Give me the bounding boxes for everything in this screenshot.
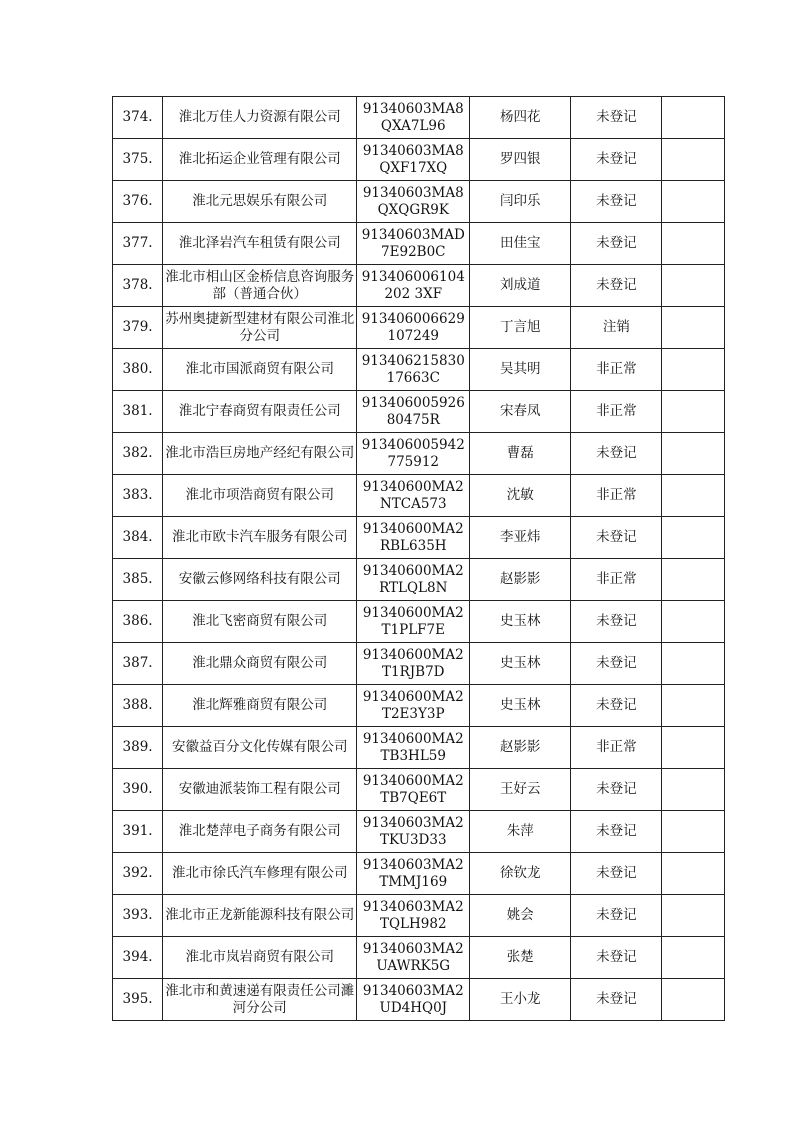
credit-code: 91340600MA2NTCA573 xyxy=(362,478,464,512)
registration-status-cell xyxy=(571,475,662,517)
table-row xyxy=(113,853,725,895)
registration-status: 未登记 xyxy=(596,235,637,251)
company-name-cell xyxy=(163,559,357,601)
legal-representative: 沈敏 xyxy=(506,487,534,503)
remarks-cell xyxy=(662,559,725,601)
company-name: 淮北市欧卡汽车服务有限公司 xyxy=(172,529,348,545)
credit-code-cell xyxy=(357,433,470,475)
table-row xyxy=(113,139,725,181)
legal-representative-cell xyxy=(470,769,571,811)
credit-code: 91340600MA2T1RJB7D xyxy=(362,646,464,680)
company-name: 淮北辉雅商贸有限公司 xyxy=(192,697,328,713)
legal-representative-cell xyxy=(470,853,571,895)
legal-representative-cell xyxy=(470,979,571,1021)
company-name: 淮北万佳人力资源有限公司 xyxy=(178,109,341,125)
credit-code: 91340603MA2UD4HQ0J xyxy=(362,982,464,1016)
credit-code: 91340600MA2RBL635H xyxy=(362,520,464,554)
row-number-cell xyxy=(113,475,163,517)
legal-representative-cell xyxy=(470,727,571,769)
row-number: 379. xyxy=(122,319,153,335)
row-number-cell xyxy=(113,643,163,685)
remarks-cell xyxy=(662,265,725,307)
registration-status: 未登记 xyxy=(596,109,637,125)
legal-representative-cell xyxy=(470,685,571,727)
company-name-cell xyxy=(163,433,357,475)
row-number: 390. xyxy=(122,781,153,797)
remarks-cell xyxy=(662,685,725,727)
remarks-cell xyxy=(662,811,725,853)
legal-representative: 宋春凤 xyxy=(500,403,541,419)
registration-status-cell xyxy=(571,391,662,433)
credit-code-cell xyxy=(357,475,470,517)
legal-representative-cell xyxy=(470,307,571,349)
registration-status-cell xyxy=(571,895,662,937)
legal-representative-cell xyxy=(470,223,571,265)
registration-status-cell xyxy=(571,517,662,559)
legal-representative: 朱萍 xyxy=(506,823,534,839)
row-number-cell xyxy=(113,559,163,601)
legal-representative: 史玉林 xyxy=(500,655,541,671)
company-name-cell xyxy=(163,769,357,811)
credit-code: 91340603MA2TMMJ169 xyxy=(362,856,464,890)
credit-code-cell xyxy=(357,265,470,307)
row-number-cell xyxy=(113,391,163,433)
row-number-cell xyxy=(113,895,163,937)
row-number-cell xyxy=(113,853,163,895)
table-row xyxy=(113,937,725,979)
company-name: 淮北市和黄速递有限责任公司濉河分公司 xyxy=(165,982,355,1016)
legal-representative: 曹磊 xyxy=(506,445,534,461)
registration-status: 非正常 xyxy=(596,739,637,755)
company-name: 淮北市正龙新能源科技有限公司 xyxy=(165,907,355,923)
remarks-cell xyxy=(662,349,725,391)
remarks-cell xyxy=(662,223,725,265)
table-row xyxy=(113,349,725,391)
company-name-cell xyxy=(163,601,357,643)
registration-status: 未登记 xyxy=(596,697,637,713)
registration-status-cell xyxy=(571,769,662,811)
credit-code: 91340603MAD7E92B0C xyxy=(361,226,465,260)
legal-representative-cell xyxy=(470,811,571,853)
registration-status: 未登记 xyxy=(596,613,637,629)
credit-code: 91340600MA2TB3HL59 xyxy=(362,730,464,764)
company-name-cell xyxy=(163,937,357,979)
table-row xyxy=(113,181,725,223)
row-number-cell xyxy=(113,601,163,643)
row-number: 395. xyxy=(122,991,153,1007)
company-name-cell xyxy=(163,853,357,895)
company-name-cell xyxy=(163,349,357,391)
registration-status: 未登记 xyxy=(596,991,637,1007)
credit-code: 913406006104202 3XF xyxy=(361,268,465,302)
company-name-cell xyxy=(163,643,357,685)
credit-code-cell xyxy=(357,769,470,811)
table-row xyxy=(113,727,725,769)
credit-code-cell xyxy=(357,979,470,1021)
row-number: 378. xyxy=(122,277,153,293)
company-name-cell xyxy=(163,181,357,223)
legal-representative: 田佳宝 xyxy=(500,235,541,251)
row-number-cell xyxy=(113,307,163,349)
registration-status: 未登记 xyxy=(596,151,637,167)
legal-representative: 赵影影 xyxy=(500,739,541,755)
row-number-cell xyxy=(113,181,163,223)
company-name-cell xyxy=(163,223,357,265)
legal-representative-cell xyxy=(470,517,571,559)
row-number: 384. xyxy=(122,529,153,545)
row-number-cell xyxy=(113,811,163,853)
legal-representative: 杨四花 xyxy=(500,109,541,125)
registration-status: 非正常 xyxy=(596,403,637,419)
registration-status-cell xyxy=(571,349,662,391)
company-name: 淮北市项浩商贸有限公司 xyxy=(185,487,334,503)
table-row xyxy=(113,559,725,601)
table-row xyxy=(113,601,725,643)
company-name-cell xyxy=(163,685,357,727)
row-number: 393. xyxy=(122,907,153,923)
company-name: 淮北飞密商贸有限公司 xyxy=(192,613,328,629)
table-row xyxy=(113,517,725,559)
table-row xyxy=(113,223,725,265)
credit-code-cell xyxy=(357,601,470,643)
table-row xyxy=(113,643,725,685)
legal-representative-cell xyxy=(470,601,571,643)
registration-status: 未登记 xyxy=(596,949,637,965)
registration-status: 非正常 xyxy=(596,571,637,587)
company-name-cell xyxy=(163,139,357,181)
registration-status-cell xyxy=(571,181,662,223)
enterprise-registry-table xyxy=(112,96,725,1021)
credit-code-cell xyxy=(357,349,470,391)
legal-representative: 王好云 xyxy=(500,781,541,797)
registration-status: 未登记 xyxy=(596,823,637,839)
legal-representative-cell xyxy=(470,391,571,433)
credit-code: 91340621583017663C xyxy=(361,352,465,386)
remarks-cell xyxy=(662,601,725,643)
company-name-cell xyxy=(163,727,357,769)
registration-status-cell xyxy=(571,139,662,181)
registration-status: 未登记 xyxy=(596,277,637,293)
remarks-cell xyxy=(662,895,725,937)
remarks-cell xyxy=(662,643,725,685)
company-name: 苏州奥捷新型建材有限公司淮北分公司 xyxy=(165,310,355,344)
credit-code-cell xyxy=(357,643,470,685)
credit-code: 91340603MA8QXA7L96 xyxy=(362,100,464,134)
registration-status-cell xyxy=(571,811,662,853)
legal-representative-cell xyxy=(470,475,571,517)
registration-status-cell xyxy=(571,223,662,265)
legal-representative: 闫印乐 xyxy=(500,193,541,209)
table-row xyxy=(113,433,725,475)
row-number: 385. xyxy=(122,571,153,587)
row-number: 394. xyxy=(122,949,153,965)
registration-status: 未登记 xyxy=(596,193,637,209)
company-name: 淮北宁春商贸有限责任公司 xyxy=(178,403,341,419)
credit-code: 91340603MA2TQLH982 xyxy=(362,898,464,932)
remarks-cell xyxy=(662,433,725,475)
row-number: 381. xyxy=(122,403,153,419)
registration-status: 未登记 xyxy=(596,529,637,545)
legal-representative-cell xyxy=(470,937,571,979)
legal-representative-cell xyxy=(470,433,571,475)
company-name: 淮北市浩巨房地产经纪有限公司 xyxy=(165,445,355,461)
legal-representative-cell xyxy=(470,139,571,181)
row-number-cell xyxy=(113,433,163,475)
registration-status-cell xyxy=(571,937,662,979)
credit-code-cell xyxy=(357,685,470,727)
legal-representative-cell xyxy=(470,559,571,601)
credit-code-cell xyxy=(357,139,470,181)
table-row xyxy=(113,769,725,811)
registration-status-cell xyxy=(571,643,662,685)
company-name: 淮北拓运企业管理有限公司 xyxy=(178,151,341,167)
credit-code-cell xyxy=(357,391,470,433)
row-number: 382. xyxy=(122,445,153,461)
credit-code-cell xyxy=(357,97,470,139)
row-number-cell xyxy=(113,685,163,727)
legal-representative: 徐钦龙 xyxy=(500,865,541,881)
registration-status-cell xyxy=(571,685,662,727)
registration-status-cell xyxy=(571,559,662,601)
credit-code-cell xyxy=(357,307,470,349)
credit-code-cell xyxy=(357,559,470,601)
remarks-cell xyxy=(662,979,725,1021)
company-name: 淮北市国派商贸有限公司 xyxy=(185,361,334,377)
credit-code: 91340603MA2TKU3D33 xyxy=(362,814,464,848)
remarks-cell xyxy=(662,853,725,895)
company-name: 淮北鼎众商贸有限公司 xyxy=(192,655,328,671)
row-number-cell xyxy=(113,937,163,979)
row-number-cell xyxy=(113,223,163,265)
company-name: 淮北楚萍电子商务有限公司 xyxy=(178,823,341,839)
credit-code-cell xyxy=(357,811,470,853)
credit-code-cell xyxy=(357,223,470,265)
legal-representative-cell xyxy=(470,97,571,139)
table-row xyxy=(113,97,725,139)
row-number: 375. xyxy=(122,151,153,167)
legal-representative: 罗四银 xyxy=(500,151,541,167)
registration-status: 未登记 xyxy=(596,907,637,923)
legal-representative-cell xyxy=(470,895,571,937)
table-row xyxy=(113,307,725,349)
registration-status: 未登记 xyxy=(596,865,637,881)
row-number-cell xyxy=(113,769,163,811)
company-name-cell xyxy=(163,475,357,517)
credit-code: 913406005942775912 xyxy=(361,436,465,470)
remarks-cell xyxy=(662,97,725,139)
row-number-cell xyxy=(113,97,163,139)
row-number: 377. xyxy=(122,235,153,251)
company-name: 淮北市相山区金桥信息咨询服务部（普通合伙） xyxy=(165,268,355,302)
credit-code-cell xyxy=(357,937,470,979)
registration-status-cell xyxy=(571,307,662,349)
row-number-cell xyxy=(113,727,163,769)
legal-representative-cell xyxy=(470,643,571,685)
row-number: 388. xyxy=(122,697,153,713)
registration-status-cell xyxy=(571,265,662,307)
table-row xyxy=(113,265,725,307)
registration-status-cell xyxy=(571,979,662,1021)
legal-representative: 丁言旭 xyxy=(500,319,541,335)
row-number-cell xyxy=(113,265,163,307)
credit-code-cell xyxy=(357,853,470,895)
row-number: 383. xyxy=(122,487,153,503)
row-number-cell xyxy=(113,139,163,181)
table-row xyxy=(113,391,725,433)
company-name: 淮北市徐氏汽车修理有限公司 xyxy=(172,865,348,881)
credit-code: 91340603MA8QXQGR9K xyxy=(362,184,464,218)
row-number: 387. xyxy=(122,655,153,671)
row-number-cell xyxy=(113,349,163,391)
legal-representative: 刘成道 xyxy=(500,277,541,293)
legal-representative: 王小龙 xyxy=(500,991,541,1007)
remarks-cell xyxy=(662,769,725,811)
company-name: 淮北市岚岩商贸有限公司 xyxy=(185,949,334,965)
credit-code-cell xyxy=(357,895,470,937)
remarks-cell xyxy=(662,727,725,769)
row-number: 392. xyxy=(122,865,153,881)
table-row xyxy=(113,811,725,853)
remarks-cell xyxy=(662,937,725,979)
company-name-cell xyxy=(163,895,357,937)
credit-code-cell xyxy=(357,727,470,769)
credit-code: 91340600MA2T1PLF7E xyxy=(362,604,464,638)
remarks-cell xyxy=(662,475,725,517)
row-number-cell xyxy=(113,979,163,1021)
registration-status: 非正常 xyxy=(596,361,637,377)
legal-representative: 史玉林 xyxy=(500,697,541,713)
registration-status: 未登记 xyxy=(596,655,637,671)
legal-representative-cell xyxy=(470,181,571,223)
credit-code: 91340600592680475R xyxy=(361,394,465,428)
table-row xyxy=(113,685,725,727)
credit-code: 91340600MA2RTLQL8N xyxy=(362,562,464,596)
remarks-cell xyxy=(662,181,725,223)
company-name: 淮北元思娱乐有限公司 xyxy=(192,193,328,209)
company-name: 安徽益百分文化传媒有限公司 xyxy=(172,739,348,755)
credit-code-cell xyxy=(357,181,470,223)
table-row xyxy=(113,979,725,1021)
registration-status: 注销 xyxy=(602,319,630,335)
credit-code: 91340600MA2T2E3Y3P xyxy=(362,688,464,722)
company-name-cell xyxy=(163,517,357,559)
row-number: 386. xyxy=(122,613,153,629)
credit-code: 913406006629107249 xyxy=(361,310,465,344)
registration-status-cell xyxy=(571,97,662,139)
remarks-cell xyxy=(662,517,725,559)
company-name-cell xyxy=(163,979,357,1021)
legal-representative: 张楚 xyxy=(506,949,534,965)
registration-status-cell xyxy=(571,601,662,643)
remarks-cell xyxy=(662,139,725,181)
legal-representative-cell xyxy=(470,265,571,307)
company-name-cell xyxy=(163,97,357,139)
registration-status: 非正常 xyxy=(596,487,637,503)
row-number: 389. xyxy=(122,739,153,755)
table-body xyxy=(113,97,725,1021)
registration-status: 未登记 xyxy=(596,445,637,461)
legal-representative: 赵影影 xyxy=(500,571,541,587)
company-name: 淮北泽岩汽车租赁有限公司 xyxy=(178,235,341,251)
company-name-cell xyxy=(163,811,357,853)
credit-code: 91340603MA8QXF17XQ xyxy=(362,142,464,176)
registration-status-cell xyxy=(571,433,662,475)
registration-status: 未登记 xyxy=(596,781,637,797)
registration-status-cell xyxy=(571,853,662,895)
table-row xyxy=(113,475,725,517)
credit-code: 91340603MA2UAWRK5G xyxy=(362,940,464,974)
row-number: 376. xyxy=(122,193,153,209)
credit-code-cell xyxy=(357,517,470,559)
legal-representative: 史玉林 xyxy=(500,613,541,629)
company-name-cell xyxy=(163,391,357,433)
company-name: 安徽迪派装饰工程有限公司 xyxy=(178,781,341,797)
registration-status-cell xyxy=(571,727,662,769)
legal-representative-cell xyxy=(470,349,571,391)
legal-representative: 吴其明 xyxy=(500,361,541,377)
row-number: 374. xyxy=(122,109,153,125)
company-name: 安徽云修网络科技有限公司 xyxy=(178,571,341,587)
remarks-cell xyxy=(662,391,725,433)
legal-representative: 姚会 xyxy=(506,907,534,923)
remarks-cell xyxy=(662,307,725,349)
company-name-cell xyxy=(163,265,357,307)
credit-code: 91340600MA2TB7QE6T xyxy=(362,772,464,806)
company-name-cell xyxy=(163,307,357,349)
row-number-cell xyxy=(113,517,163,559)
legal-representative: 李亚炜 xyxy=(500,529,541,545)
row-number: 391. xyxy=(122,823,153,839)
table-row xyxy=(113,895,725,937)
row-number: 380. xyxy=(122,361,153,377)
